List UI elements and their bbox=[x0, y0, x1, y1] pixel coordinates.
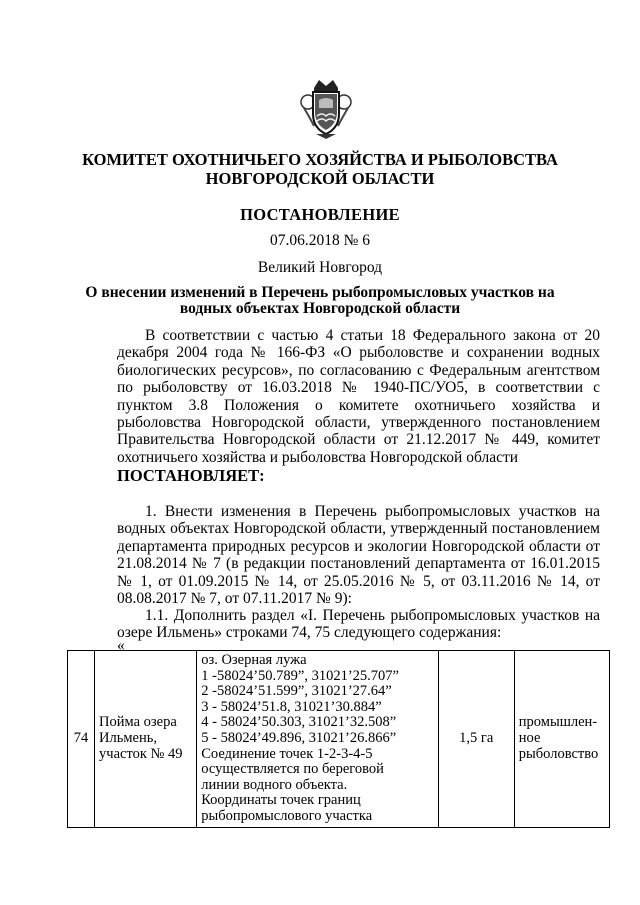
coords-line: Соединение точек 1-2-3-4-5 bbox=[201, 745, 373, 762]
document-type: ПОСТАНОВЛЕНИЕ bbox=[240, 205, 400, 224]
document-city: Великий Новгород bbox=[257, 259, 383, 276]
plot-name: Пойма озера Ильмень, участок № 49 bbox=[95, 651, 197, 828]
coords-line: рыбопромыслового участка bbox=[201, 807, 373, 824]
plot-coordinates bbox=[197, 651, 438, 828]
coords-line: Координаты точек границ bbox=[201, 792, 361, 809]
plot-area: 1,5 га bbox=[438, 651, 514, 828]
row-number: 74 bbox=[68, 651, 95, 828]
subject-line-1: О внесении изменений в Перечень рыбопромысловых участков на bbox=[85, 284, 555, 301]
coords-line: 4 - 58024’50.303, 31021’32.508” bbox=[201, 714, 397, 731]
organization-name bbox=[0, 150, 640, 188]
coords-line: 5 - 58024’49.896, 31021’26.866” bbox=[201, 729, 397, 746]
item-1-paragraph: 1. Внести изменения в Перечень рыбопромысловых участков на водных объектах Новгородской области, утвержденный постановлением департамента природных ресурсов и экологии Новгородской области от 21.08.2014 № 7 (в редакции постановлений департамента от 16.01.2015 № 1, от 01.09.2015 № 14, от 25.05.2016 № 5, от 03.11.2016 № 14, от 08.08.2017 № 7, от 07.11.2017 № 9): bbox=[117, 503, 600, 608]
coords-line: осуществляется по береговой bbox=[201, 761, 384, 778]
coords-line: 1 -58024’50.789”, 31021’25.707” bbox=[201, 667, 399, 684]
fishing-plots-table bbox=[67, 650, 610, 828]
preamble-paragraph: В соответствии с частью 4 статьи 18 Федерального закона от 20 декабря 2004 года № 166-ФЗ «О рыболовстве и сохранении водных биологических ресурсов», по согласованию с Федеральным агентством по рыболовству от 16.03.2018 № 1940-ПС/УО5, в соответствии с пунктом 3.8 Положения о комитете охотничьего хозяйства и рыболовства Новгородской области, утвержденного постановлением Правительства Новгородской области от 21.12.2017 № 449, комитет охотничьего хозяйства и рыболовства Новгородской области bbox=[117, 327, 600, 466]
coords-line: линии водного объекта. bbox=[201, 776, 348, 793]
item-1-1-paragraph: 1.1. Дополнить раздел «I. Перечень рыбопромысловых участков на озере Ильмень» строками 74, 75 следующего содержания: bbox=[117, 607, 600, 642]
org-line-2: НОВГОРОДСКОЙ ОБЛАСТИ bbox=[205, 169, 435, 188]
table-row bbox=[68, 651, 610, 828]
coords-line: 3 - 58024’51.8, 31021’30.884” bbox=[201, 698, 382, 715]
coords-line: 2 -58024’51.599”, 31021’27.64” bbox=[201, 683, 392, 700]
org-line-1: КОМИТЕТ ОХОТНИЧЬЕГО ХОЗЯЙСТВА И РЫБОЛОВСТВА bbox=[82, 150, 558, 169]
coords-line: оз. Озерная лужа bbox=[201, 652, 307, 668]
coat-of-arms-icon bbox=[300, 78, 352, 140]
document-subject bbox=[0, 285, 640, 317]
open-quote-mark: « bbox=[117, 637, 125, 654]
decree-heading: ПОСТАНОВЛЯЕТ: bbox=[117, 466, 265, 485]
plot-usage: промышлен-ное рыболовство bbox=[514, 651, 609, 828]
subject-line-2: водных объектах Новгородской области bbox=[179, 300, 461, 317]
document-date-number: 07.06.2018 № 6 bbox=[269, 232, 371, 249]
